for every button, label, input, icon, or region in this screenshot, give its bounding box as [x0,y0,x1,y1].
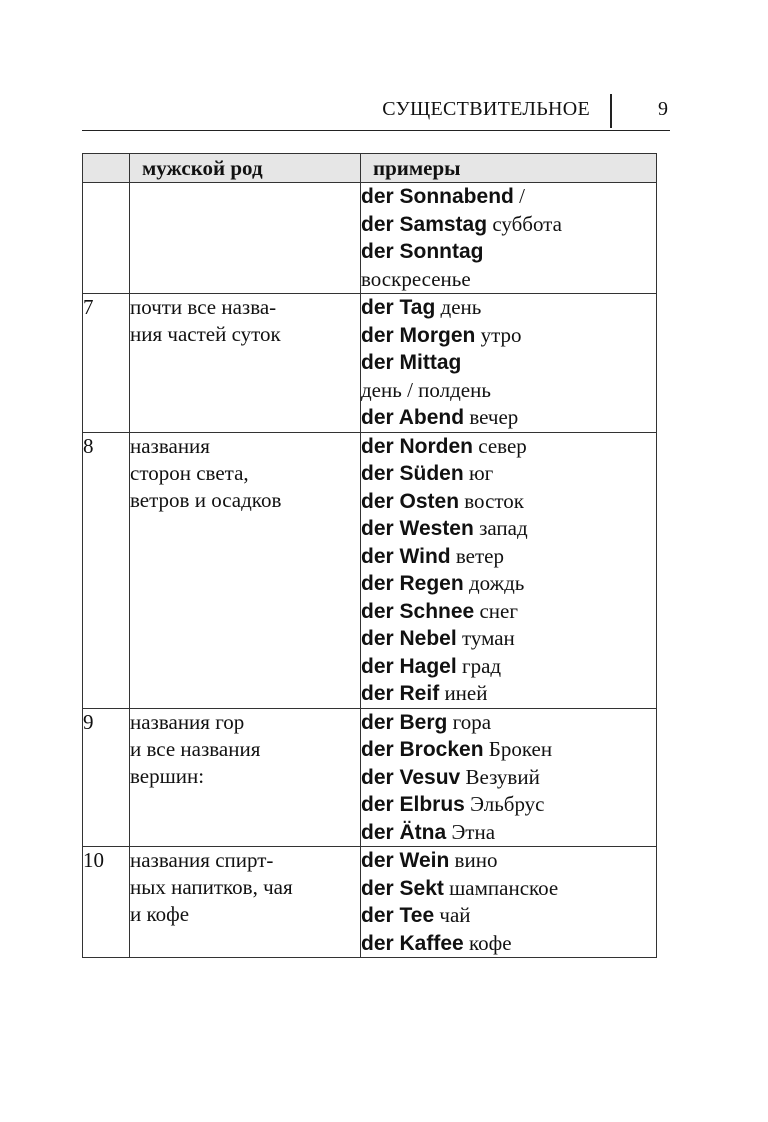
russian-translation: дождь [463,571,525,595]
example-line [361,902,656,930]
german-noun: der Nebel [361,627,457,650]
russian-translation: кофе [463,930,512,955]
examples-cell [361,294,657,433]
page-header [82,96,670,131]
example-line [361,404,656,432]
header-divider [610,94,612,128]
russian-translation: день / полдень [361,377,491,402]
russian-translation: запад [473,516,528,540]
german-noun: der Tee [361,904,435,927]
example-line [361,183,656,211]
description-line: почти все назва- [130,295,277,319]
example-line [361,211,656,239]
russian-translation: шампанское [443,875,559,900]
examples-cell [361,432,657,708]
table-row [83,708,657,847]
example-line [361,930,656,958]
russian-translation: ветер [450,543,505,568]
rule-description [130,708,361,847]
german-noun: der Samstag [361,212,488,236]
section-title: СУЩЕСТВИТЕЛЬНОЕ [382,98,590,120]
table-row [83,183,657,294]
russian-translation: туман [456,626,515,650]
row-number: 10 [83,847,130,958]
russian-translation: град [456,653,502,678]
example-line [361,238,656,266]
russian-translation: Везувий [460,764,540,789]
german-noun: der Kaffee [361,931,464,955]
russian-translation: юг [463,461,494,485]
example-line [361,680,656,708]
description-line: названия [130,433,210,458]
row-number: 8 [83,432,130,708]
german-noun: der Wind [361,544,451,568]
description-line: ветров и осадков [130,487,282,512]
table-header-row [83,154,657,183]
russian-translation: чай [434,903,471,927]
german-noun: der Vesuv [361,765,461,789]
example-line [361,515,656,543]
example-line [361,791,656,819]
german-noun: der Berg [361,710,448,734]
column-header-number [83,154,130,183]
row-number: 9 [83,708,130,847]
german-noun: der Wein [361,849,450,872]
russian-translation: вечер [464,405,519,429]
russian-translation: гора [447,709,492,734]
example-line [361,709,656,737]
example-line [361,653,656,681]
russian-translation: Брокен [483,737,553,761]
example-line [361,625,656,653]
example-line [361,322,656,350]
example-line [361,847,656,875]
german-noun: der Abend [361,406,465,429]
russian-translation: / [513,184,525,208]
german-noun: der Sonntag [361,240,484,263]
german-noun: der Reif [361,682,440,705]
rule-description [130,432,361,708]
russian-translation: Эльбрус [464,792,545,816]
example-line [361,570,656,598]
german-noun: der Regen [361,572,464,595]
russian-translation: снег [474,598,518,623]
russian-translation: восток [459,488,524,513]
column-header-examples: примеры [361,154,657,183]
german-noun: der Morgen [361,323,476,347]
russian-translation: воскресенье [361,266,471,291]
german-noun: der Norden [361,434,474,458]
russian-translation: день [435,295,482,319]
example-line [361,736,656,764]
russian-translation: Этна [446,819,496,844]
description-line: и кофе [130,902,190,926]
example-line [361,543,656,571]
german-noun: der Brocken [361,738,484,761]
example-line [361,598,656,626]
example-line [361,377,656,405]
example-line [361,266,656,294]
german-noun: der Osten [361,489,460,513]
examples-cell [361,183,657,294]
german-noun: der Mittag [361,351,462,374]
examples-cell [361,708,657,847]
example-line [361,294,656,322]
example-line [361,875,656,903]
table-row [83,432,657,708]
german-noun: der Sonnabend [361,185,514,208]
example-line [361,819,656,847]
german-noun: der Schnee [361,599,475,623]
page-number: 9 [658,98,668,120]
german-noun: der Süden [361,462,464,485]
description-line: и все названия [130,736,261,761]
examples-cell [361,847,657,958]
russian-translation: иней [439,681,488,705]
description-line: названия спирт- [130,848,274,872]
german-noun: der Sekt [361,876,444,900]
example-line [361,433,656,461]
german-noun: der Elbrus [361,793,465,816]
russian-translation: север [473,433,527,458]
german-noun: der Ätna [361,820,447,844]
rule-description [130,294,361,433]
column-header-masculine: мужской род [130,154,361,183]
example-line [361,764,656,792]
russian-translation: вино [449,848,498,872]
example-line [361,349,656,377]
russian-translation: утро [475,322,522,347]
example-line [361,488,656,516]
masculine-nouns-table [82,153,657,958]
row-number: 7 [83,294,130,433]
description-line: ных напитков, чая [130,875,293,899]
table-body [83,183,657,958]
german-noun: der Westen [361,517,474,540]
table-row [83,294,657,433]
description-line: названия гор [130,709,245,734]
table-row [83,847,657,958]
row-number [83,183,130,294]
rule-description [130,183,361,294]
rule-description [130,847,361,958]
description-line: ния частей суток [130,322,281,346]
russian-translation: суббота [487,211,562,236]
german-noun: der Hagel [361,654,457,678]
german-noun: der Tag [361,296,436,319]
description-line: сторон света, [130,460,249,485]
example-line [361,460,656,488]
description-line: вершин: [130,763,205,788]
